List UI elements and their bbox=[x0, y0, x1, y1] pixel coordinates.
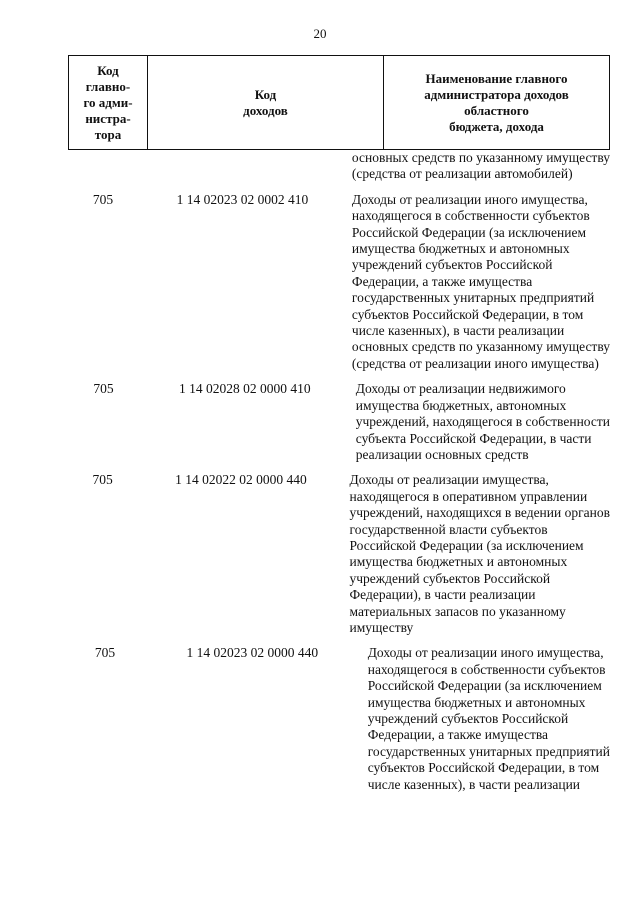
name-line: находящегося в собственности субъектов bbox=[351, 208, 590, 224]
header-income-code-line: Код bbox=[254, 86, 277, 102]
name-line: находящегося в оперативном управлении bbox=[349, 488, 588, 504]
header-admin-code bbox=[69, 56, 148, 149]
income-code-cell: 1 14 02022 02 0000 440 bbox=[175, 472, 307, 488]
table-row-continued bbox=[68, 150, 610, 183]
name-line: Доходы от реализации недвижимого bbox=[355, 381, 566, 397]
name-line: Доходы от реализации иного имущества, bbox=[351, 191, 588, 207]
name-line: учреждений субъектов Российской bbox=[351, 257, 553, 273]
header-admin-code-line: главно- bbox=[85, 78, 131, 94]
header-admin-code-line: Код bbox=[97, 62, 119, 78]
header-name-line: администратора доходов областного bbox=[424, 86, 569, 118]
header-name-line: бюджета, дохода bbox=[449, 118, 544, 134]
header-name-line: Наименование главного bbox=[425, 70, 568, 86]
name-line: реализации основных средств bbox=[355, 446, 529, 462]
name-line: Федерации), в части реализации bbox=[349, 587, 536, 603]
name-line: учреждений субъектов Российской bbox=[349, 570, 551, 586]
name-line: Федерации, а также имущества bbox=[351, 273, 533, 289]
name-line: числе казенных), в части реализации bbox=[351, 323, 565, 339]
name-line: имущества бюджетных, автономных bbox=[355, 397, 567, 413]
income-code-cell: 1 14 02028 02 0000 410 bbox=[179, 381, 311, 397]
income-code-cell: 1 14 02023 02 0000 440 bbox=[186, 645, 319, 661]
name-line: Федерации, а также имущества bbox=[367, 727, 549, 743]
name-line: имущества бюджетных и автономных bbox=[351, 241, 570, 257]
name-line: учреждений, находящегося в собственности bbox=[355, 414, 610, 430]
name-line: имущества бюджетных и автономных bbox=[349, 554, 568, 570]
income-code-cell: 1 14 02023 02 0002 410 bbox=[176, 191, 309, 207]
name-line: субъектов Российской Федерации, в том bbox=[367, 760, 600, 776]
admin-code-cell: 705 bbox=[94, 645, 116, 661]
name-line: (средства от реализации автомобилей) bbox=[351, 166, 573, 182]
name-line: субъектов Российской Федерации, в том bbox=[351, 306, 584, 322]
name-line: Российской Федерации (за исключением bbox=[351, 224, 586, 240]
name-line: Доходы от реализации имущества, bbox=[349, 472, 549, 488]
name-line: Российской Федерации (за исключением bbox=[349, 537, 584, 553]
name-line: находящегося в собственности субъектов bbox=[367, 661, 606, 677]
name-line: основных средств по указанному имуществу bbox=[351, 339, 610, 355]
table-header bbox=[68, 55, 610, 150]
name-line: имущества бюджетных и автономных bbox=[367, 694, 586, 710]
table-row bbox=[68, 645, 610, 793]
name-line: учреждений субъектов Российской bbox=[367, 711, 569, 726]
admin-code-cell: 705 bbox=[92, 191, 114, 207]
name-line: Российской Федерации (за исключением bbox=[367, 678, 602, 694]
table-body bbox=[68, 150, 610, 793]
name-line: субъекта Российской Федерации, в части bbox=[355, 430, 592, 446]
admin-code-cell bbox=[68, 150, 138, 183]
name-line: государственных унитарных предприятий bbox=[351, 290, 595, 306]
header-admin-code-line: тора bbox=[94, 126, 122, 142]
name-line: (средства от реализации иного имущества) bbox=[351, 355, 599, 371]
page-number: 20 bbox=[313, 26, 327, 41]
table-row bbox=[68, 381, 610, 463]
table-row bbox=[68, 472, 610, 636]
income-code-cell bbox=[138, 150, 347, 183]
header-admin-code-line: нистра- bbox=[85, 110, 131, 126]
table-row bbox=[68, 192, 610, 372]
admin-code-cell: 705 bbox=[93, 381, 114, 397]
name-cell bbox=[363, 645, 610, 793]
header-name bbox=[384, 56, 609, 149]
name-line: государственных унитарных предприятий bbox=[367, 743, 610, 759]
name-line: Доходы от реализации иного имущества, bbox=[367, 645, 604, 661]
name-line: основных средств по указанному имуществу bbox=[351, 150, 610, 165]
name-cell bbox=[351, 381, 610, 463]
name-line: числе казенных), в части реализации bbox=[367, 776, 581, 792]
admin-code-cell: 705 bbox=[92, 472, 113, 488]
name-cell bbox=[347, 150, 610, 183]
header-income-code-line: доходов bbox=[243, 102, 288, 118]
name-cell bbox=[345, 472, 611, 636]
header-income-code bbox=[148, 56, 384, 149]
name-line: учреждений, находящихся в ведении органов bbox=[349, 505, 610, 521]
name-line: государственной власти субъектов bbox=[349, 521, 548, 537]
name-line: имуществу bbox=[349, 619, 414, 635]
header-admin-code-line: го адми- bbox=[83, 94, 133, 110]
name-cell bbox=[347, 192, 610, 372]
name-line: материальных запасов по указанному bbox=[349, 603, 566, 619]
